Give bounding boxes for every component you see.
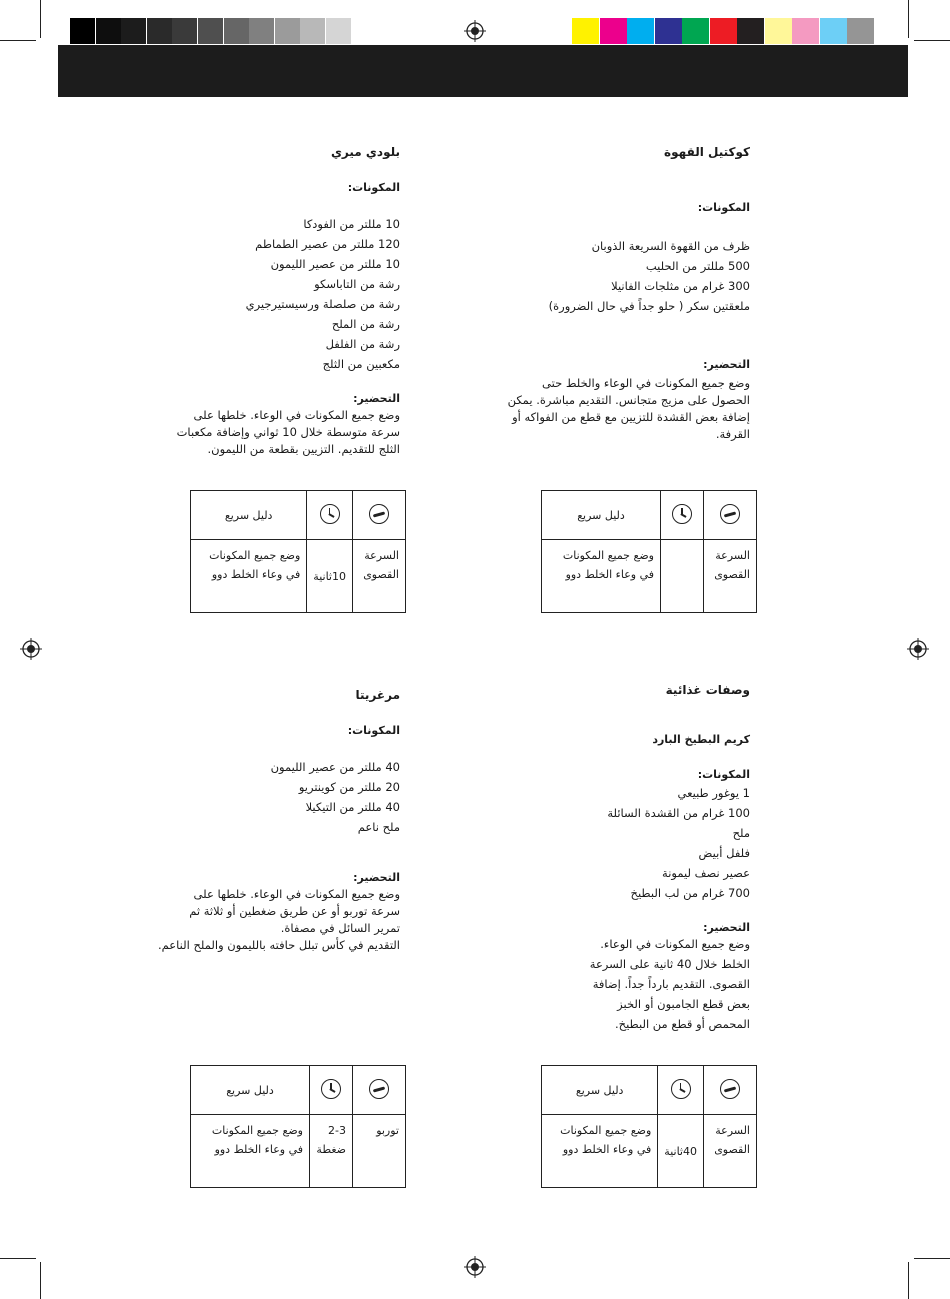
ingredient-item: 120 مللتر من عصير الطماطم — [255, 237, 400, 251]
time-value: 10ثانية — [307, 540, 353, 613]
prep-line: المحمص أو قطع من البطيخ. — [615, 1017, 750, 1031]
cmyk-swatch — [820, 18, 847, 44]
clock-icon-cell — [307, 491, 353, 540]
crop-mark — [914, 1258, 950, 1259]
instruction-value: وضع جميع المكونات في وعاء الخلط دوو — [542, 540, 661, 613]
ingredients-heading: المكونات: — [347, 181, 400, 194]
instruction-value: وضع جميع المكونات في وعاء الخلط دوو — [542, 1115, 658, 1188]
gray-swatch — [198, 18, 223, 44]
instruction-value: وضع جميع المكونات في وعاء الخلط دوو — [191, 1115, 310, 1188]
gray-swatch — [275, 18, 300, 44]
clock-icon — [671, 1079, 691, 1099]
gray-swatch — [70, 18, 95, 44]
speed-icon-cell — [704, 1066, 757, 1115]
clock-icon-cell — [661, 491, 704, 540]
quick-guide-label: دليل سريع — [542, 491, 661, 540]
cmyk-swatch — [737, 18, 764, 44]
gray-swatch — [172, 18, 197, 44]
preparation-text — [100, 407, 400, 458]
preparation-heading: التحضير: — [353, 392, 400, 405]
ingredient-item: عصير نصف ليمونة — [662, 866, 750, 880]
cmyk-swatch — [710, 18, 737, 44]
clock-icon-cell — [310, 1066, 353, 1115]
ingredient-item: ملح ناعم — [357, 820, 400, 834]
speed-icon — [720, 504, 740, 524]
speed-icon-cell — [704, 491, 757, 540]
clock-icon — [672, 504, 692, 524]
crop-mark — [0, 1258, 36, 1259]
quick-guide-table — [190, 1065, 406, 1188]
time-value — [661, 540, 704, 613]
clock-icon-cell — [658, 1066, 704, 1115]
ingredient-item: 700 غرام من لب البطيخ — [630, 886, 750, 900]
crop-mark — [908, 1262, 909, 1299]
gray-swatch — [300, 18, 325, 44]
prep-line: سرعة توربو أو عن طريق ضغطين أو ثلاثة ثم — [189, 904, 400, 918]
preparation-text — [430, 934, 750, 1034]
prep-line: بعض قطع الجامبون أو الخبز — [617, 997, 750, 1011]
ingredient-item: 40 مللتر من التيكيلا — [305, 800, 400, 814]
ingredient-item: ملعقتين سكر ( حلو جداً في حال الضرورة) — [548, 299, 750, 313]
registration-mark-icon — [464, 1256, 486, 1278]
gray-swatch — [224, 18, 249, 44]
prep-line: الثلج للتقديم. التزيين بقطعة من الليمون. — [207, 442, 400, 456]
section-title: وصفات غذائية — [665, 683, 750, 697]
prep-line: وضع جميع المكونات في الوعاء. خلطها على — [193, 408, 400, 422]
instruction-value: وضع جميع المكونات في وعاء الخلط دوو — [191, 540, 307, 613]
cmyk-swatch — [765, 18, 792, 44]
recipe-title: كوكتيل القهوة — [664, 145, 750, 159]
registration-mark-icon — [20, 638, 42, 660]
registration-mark-icon — [464, 20, 486, 42]
prep-line: تمرير السائل في مصفاة. — [280, 921, 400, 935]
ingredients-heading: المكونات: — [697, 201, 750, 214]
prep-line: القصوى. التقديم بارداً جداً. إضافة — [592, 977, 750, 991]
registration-mark-icon — [907, 638, 929, 660]
speed-icon — [369, 1079, 389, 1099]
prep-line: وضع جميع المكونات في الوعاء والخلط حتى — [542, 376, 750, 390]
ingredient-item: 40 مللتر من عصير الليمون — [270, 760, 400, 774]
speed-value: السرعة القصوى — [353, 540, 406, 613]
quick-guide-table — [541, 490, 757, 613]
gray-swatch — [352, 18, 377, 44]
ingredient-item: ظرف من القهوة السريعة الذوبان — [591, 239, 750, 253]
ingredient-item: 1 يوغور طبيعي — [677, 786, 750, 800]
recipe-margarita — [20, 688, 400, 954]
ingredient-item: 100 غرام من القشدة السائلة — [607, 806, 750, 820]
quick-guide-label: دليل سريع — [191, 491, 307, 540]
gray-swatch — [121, 18, 146, 44]
quick-guide-table — [190, 490, 406, 613]
preparation-heading: التحضير: — [703, 921, 750, 934]
preparation-text — [430, 375, 750, 443]
speed-value: السرعة القصوى — [704, 1115, 757, 1188]
gray-swatch — [147, 18, 172, 44]
ingredient-item: 10 مللتر من الفودكا — [303, 217, 400, 231]
time-value: 2-3 ضغطة — [310, 1115, 353, 1188]
cmyk-swatch — [600, 18, 627, 44]
ingredient-item: 20 مللتر من كوينتريو — [298, 780, 400, 794]
gray-swatch — [249, 18, 274, 44]
crop-mark — [908, 0, 909, 38]
preparation-text — [20, 886, 400, 954]
preparation-heading: التحضير: — [353, 871, 400, 884]
ingredient-item: فلفل أبيض — [698, 846, 750, 860]
ingredient-item: رشة من الفلفل — [325, 337, 400, 351]
prep-line: الحصول على مزيج متجانس. التقديم مباشرة. يمكن — [507, 393, 750, 407]
ingredients-heading: المكونات: — [347, 724, 400, 737]
crop-mark — [0, 40, 36, 41]
prep-line: وضع جميع المكونات في الوعاء. خلطها على — [193, 887, 400, 901]
speed-value: السرعة القصوى — [704, 540, 757, 613]
ingredients-heading: المكونات: — [697, 768, 750, 781]
prep-line: التقديم في كأس تبلل حافته بالليمون والملح الناعم. — [158, 938, 400, 952]
ingredient-item: 300 غرام من مثلجات الفانيلا — [611, 279, 750, 293]
crop-mark — [40, 0, 41, 38]
recipe-coffee-cocktail — [430, 145, 750, 443]
prep-line: الخلط خلال 40 ثانية على السرعة — [589, 957, 750, 971]
ingredient-item: ملح — [732, 826, 750, 840]
speed-icon-cell — [353, 491, 406, 540]
ingredient-item: 10 مللتر من عصير الليمون — [270, 257, 400, 271]
cmyk-swatch — [682, 18, 709, 44]
ingredient-item: 500 مللتر من الحليب — [645, 259, 750, 273]
quick-guide-label: دليل سريع — [191, 1066, 310, 1115]
cmyk-swatch — [792, 18, 819, 44]
crop-mark — [914, 40, 950, 41]
ingredient-item: مكعبين من الثلج — [322, 357, 400, 371]
recipe-title: مرغريتا — [355, 688, 400, 702]
preparation-heading: التحضير: — [703, 358, 750, 371]
speed-icon-cell — [353, 1066, 406, 1115]
cmyk-swatch — [627, 18, 654, 44]
time-value: 40ثانية — [658, 1115, 704, 1188]
quick-guide-label: دليل سريع — [542, 1066, 658, 1115]
prep-line: وضع جميع المكونات في الوعاء. — [600, 937, 750, 951]
clock-icon — [321, 1079, 341, 1099]
prep-line: سرعة متوسطة خلال 10 ثواني وإضافة مكعبات — [176, 425, 400, 439]
ingredient-item: رشة من صلصلة ورسيستيرجيري — [245, 297, 400, 311]
ingredient-item: رشة من الملح — [331, 317, 400, 331]
clock-icon — [320, 504, 340, 524]
cmyk-swatch — [655, 18, 682, 44]
speed-icon — [369, 504, 389, 524]
prep-line: إضافة بعض القشدة للتزيين مع قطع من الفواكه أو — [512, 410, 750, 424]
ingredient-item: رشة من التاباسكو — [314, 277, 400, 291]
speed-icon — [720, 1079, 740, 1099]
recipe-bloody-mary — [100, 145, 400, 458]
gray-swatch — [326, 18, 351, 44]
recipe-melon-cream — [430, 683, 750, 1034]
prep-line: القرفة. — [715, 427, 750, 441]
cmyk-swatch — [572, 18, 599, 44]
cmyk-swatch — [847, 18, 874, 44]
gray-swatch — [96, 18, 121, 44]
speed-value: توربو — [353, 1115, 406, 1188]
crop-mark — [40, 1262, 41, 1299]
quick-guide-table — [541, 1065, 757, 1188]
recipe-title: بلودي ميري — [330, 145, 400, 159]
recipe-title: كريم البطيخ البارد — [652, 733, 750, 746]
header-bar — [58, 45, 908, 97]
